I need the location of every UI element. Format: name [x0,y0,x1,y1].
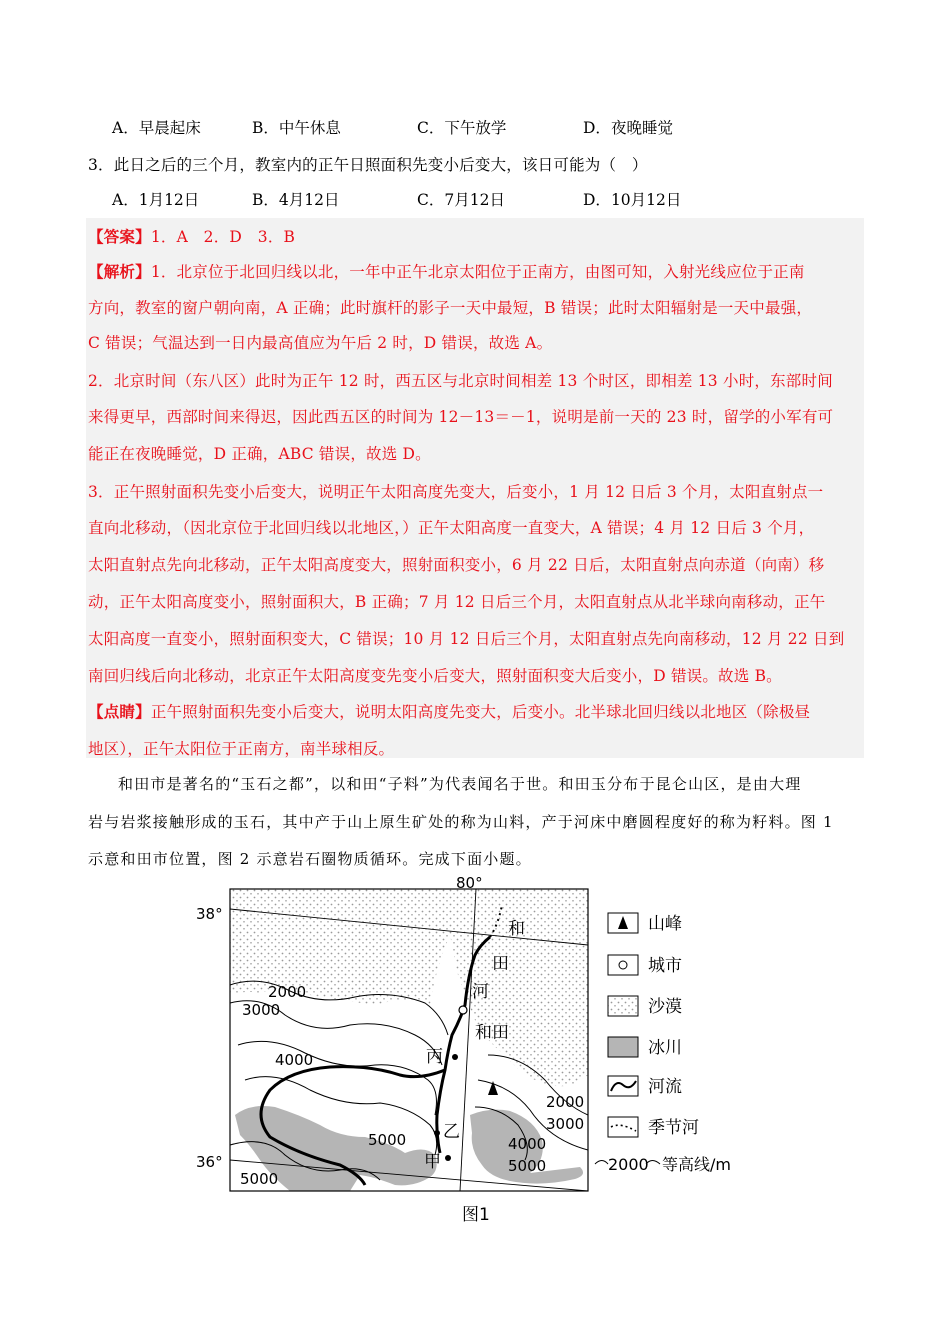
legend-label: 沙漠 [648,997,682,1017]
figure-caption: 图1 [462,1205,490,1225]
point-label: 甲 [424,1152,441,1172]
analysis-line: 2．北京时间（东八区）此时为正午 12 时，西五区与北京时间相差 13 个时区，即相差 13 小时，东部时间 [88,372,833,390]
contour-label: 3000 [242,1001,281,1019]
point-label: 丙 [426,1047,443,1067]
river-name-char: 田 [492,954,509,974]
passage-line: 示意和田市位置，图 2 示意岩石圈物质循环。完成下面小题。 [88,850,532,868]
comment-line: 【点睛】正午照射面积先变小后变大，说明太阳高度先变大，后变小。北半球北回归线以北地区（除极昼 [88,702,811,721]
map-legend [595,913,731,1174]
analysis-line: 太阳高度一直变小，照射面积变大，C 错误；10 月 12 日后三个月，太阳直射点先向南移动，12 月 22 日到 [88,630,845,648]
contour-label: 3000 [546,1115,585,1133]
answer-line [88,225,295,247]
contour-label: 5000 [508,1157,547,1175]
hotan-map-figure [190,875,750,1197]
answer-text: 1．A 2．D 3．B [150,228,296,246]
contour-label: 5000 [240,1170,279,1188]
point-marker [445,1155,451,1161]
point-marker [434,1130,440,1136]
contour-legend-icon [595,1161,608,1165]
q3-option-b: B．4月12日 [252,191,340,209]
point-label: 乙 [443,1122,460,1142]
contour-label: 4000 [508,1135,547,1153]
city-label: 和田 [475,1023,509,1043]
q3-option-d: D．10月12日 [583,191,682,209]
river-name-char: 河 [472,982,489,1002]
q2-option-a: A．早晨起床 [112,119,201,137]
analysis-line: 能正在夜晚睡觉，D 正确，ABC 错误，故选 D。 [88,445,431,463]
contour-label: 4000 [275,1051,314,1069]
peak-marker [488,1081,498,1095]
legend-label: 城市 [648,956,682,976]
analysis-line: 直向北移动，（因北京位于北回归线以北地区，）正午太阳高度一直变大，A 错误；4 月 12 日后 3 个月， [88,519,815,537]
q3-stem: 3．此日之后的三个月，教室内的正午日照面积先变小后变大，该日可能为（ ） [88,156,648,174]
contour-label: 2000 [546,1093,585,1111]
passage-line: 岩与岩浆接触形成的玉石，其中产于山上原生矿处的称为山料，产于河床中磨圆程度好的称为籽料。图 1 [88,813,834,831]
point-marker [452,1054,458,1060]
contour-label: 2000 [268,983,307,1001]
analysis-line: 动，正午太阳高度变小，照射面积大，B 正确；7 月 12 日后三个月，太阳直射点从北半球向南移动，正午 [88,593,826,611]
longitude-label: 80° [456,875,483,892]
legend-label: 季节河 [648,1118,699,1138]
glacier-icon [608,1037,638,1057]
q3-option-c: C．7月12日 [417,191,505,209]
contour-legend-label: 等高线/m [662,1155,731,1174]
analysis-line: C 错误；气温达到一日内最高值应为午后 2 时，D 错误，故选 A。 [88,334,553,352]
analysis-line: 南回归线后向北移动，北京正午太阳高度变先变小后变大，照射面积变大后变小，D 错误。故选 B。 [88,667,782,685]
contour-label: 5000 [368,1131,407,1149]
q2-option-d: D．夜晚睡觉 [583,119,673,137]
answer-label: 【答案】 [88,227,151,246]
latitude-label-bottom: 36° [196,1153,223,1171]
analysis-line: 方向，教室的窗户朝向南，A 正确；此时旗杆的影子一天中最短，B 错误；此时太阳辐射是一天中最强， [88,299,813,317]
river-name-char: 和 [508,919,525,939]
analysis-line: 太阳直射点先向北移动，正午太阳高度变大，照射面积变小，6 月 22 日后，太阳直射点向赤道（向南）移 [88,556,825,574]
city-marker [459,1006,467,1014]
q2-option-b: B．中午休息 [252,119,341,137]
analysis-line: 来得更早，西部时间来得迟，因此西五区的时间为 12－13＝－1，说明是前一天的 23 时，留学的小军有可 [88,408,834,426]
legend-label: 河流 [648,1077,682,1097]
legend-label: 冰川 [648,1038,682,1058]
comment-label: 【点睛】 [88,702,151,721]
passage-line: 和田市是著名的“玉石之都”，以和田“子料”为代表闻名于世。和田玉分布于昆仑山区，是由大理 [118,775,802,793]
legend-label: 山峰 [648,914,682,934]
contour-legend-value: 2000 [608,1155,649,1174]
comment-line: 地区），正午太阳位于正南方，南半球相反。 [88,740,395,758]
q3-option-a: A．1月12日 [112,191,200,209]
analysis-line: 3．正午照射面积先变小后变大，说明正午太阳高度先变大，后变小，1 月 12 日后 3 个月，太阳直射点一 [88,483,824,501]
analysis-label: 【解析】 [88,262,151,281]
desert-icon [608,996,638,1016]
analysis-line: 【解析】1．北京位于北回归线以北，一年中正午北京太阳位于正南方，由图可知，入射光线应位于正南 [88,262,805,281]
q2-option-c: C．下午放学 [417,119,507,137]
latitude-label-top: 38° [196,905,223,923]
